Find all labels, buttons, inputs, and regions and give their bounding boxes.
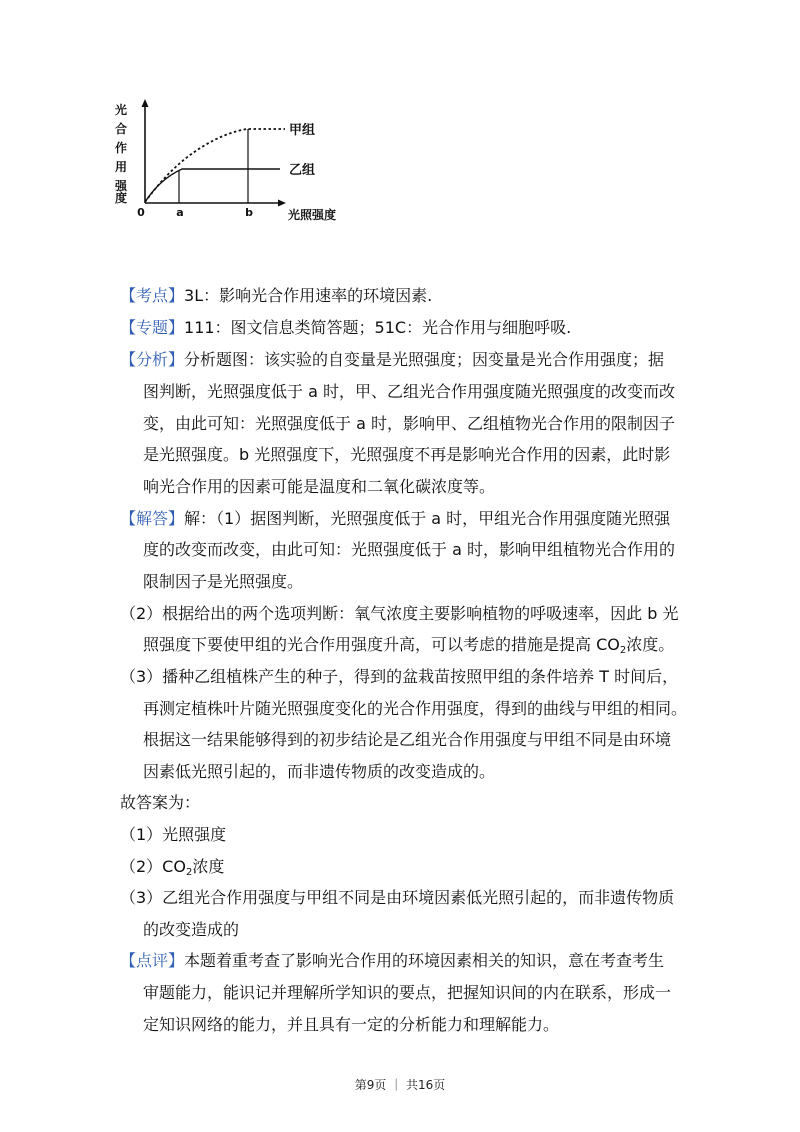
answer-2 [120,855,224,885]
x-axis-label: 光照强度 [288,208,337,222]
answers-heading: 故答案为： [120,793,201,812]
tick-b-label: b [245,206,253,219]
y-axis-arrow [142,99,149,107]
fenxi-line-1 [120,348,664,372]
answer-2-text-end: 浓度 [192,857,225,876]
series-jia-curve [145,129,285,202]
answer-2-text: （2）CO [120,857,186,876]
x-axis-arrow [278,200,286,207]
dianping-line-3: 定知识网络的能力，并且具有一定的分析能力和理解能力。 [143,1015,560,1034]
zhuanti-tag: 【专题】 [120,318,185,337]
jieda-p2-text: 照强度下要使甲组的光合作用强度升高，可以考虑的措施是提高 CO [143,635,620,654]
page-total: 共16页 [406,1078,446,1092]
answer-3-line-2: 的改变造成的 [143,920,240,939]
kaodian-line [120,284,432,308]
y-axis-char: 用 [114,160,128,174]
jieda-p3-line-3: 根据这一结果能够得到的初步结论是乙组光合作用强度与甲组不同是由环境 [143,730,672,749]
jieda-p2-line-2 [143,633,674,663]
fenxi-line-5: 响光合作用的因素可能是温度和二氧化碳浓度等。 [143,477,496,496]
zhuanti-text: 111：图文信息类简答题；51C：光合作用与细胞呼吸. [184,318,572,337]
fenxi-line-4: 是光照强度。b 光照强度下，光照强度不再是影响光合作用的因素，此时影 [143,445,671,464]
answer-3-line-1: （3）乙组光合作用强度与甲组不同是由环境因素低光照引起的，而非遗传物质 [120,888,675,907]
zhuanti-line [120,316,571,340]
jieda-p2-text-end: 浓度。 [626,635,675,654]
series-jia-label: 甲组 [289,123,316,138]
page-footer [0,1076,800,1093]
y-axis-char: 度 [114,191,128,205]
dianping-tag: 【点评】 [120,951,185,970]
dianping-line-2: 审题能力，能识记并理解所学知识的要点，把握知识间的内在联系，形成一 [143,983,672,1002]
y-axis-char: 光 [114,103,128,117]
jieda-p3-line-1: （3）播种乙组植株产生的种子，得到的盆栽苗按照甲组的条件培养 T 时间后， [120,667,679,686]
photosynthesis-figure [112,95,372,230]
series-yi-curve [145,169,280,202]
fenxi-tag: 【分析】 [120,350,185,369]
page-number: 第9页 [354,1078,387,1092]
jieda-p3-line-2: 再测定植株叶片随光照强度变化的光合作用强度，得到的曲线与甲组的相同。 [143,699,688,718]
footer-separator: ｜ [390,1078,403,1092]
y-axis-char: 合 [114,122,128,136]
jieda-p2-line-1: （2）根据给出的两个选项判断：氧气浓度主要影响植物的呼吸速率，因此 b 光 [120,604,679,623]
y-axis-char: 强 [114,179,128,193]
kaodian-text: 3L：影响光合作用速率的环境因素. [184,286,433,305]
y-axis-char: 作 [114,141,128,155]
answer-1: （1）光照强度 [120,825,227,844]
jieda-text: 解：（1）据图判断，光照强度低于 a 时，甲组光合作用强度随光照强 [184,509,671,528]
jieda-p3-line-4: 因素低光照引起的，而非遗传物质的改变造成的。 [143,762,496,781]
fenxi-line-3: 变，由此可知：光照强度低于 a 时，影响甲、乙组植物光合作用的限制因子 [143,414,675,433]
fenxi-text: 分析题图：该实验的自变量是光照强度；因变量是光合作用强度；据 [184,350,665,369]
jieda-line-3: 限制因子是光照强度。 [143,572,304,591]
co2-subscript: 2 [619,645,627,656]
tick-a-label: a [176,206,184,219]
origin-label: 0 [137,206,145,219]
dianping-line-1 [120,949,664,973]
fenxi-line-2: 图判断，光照强度低于 a 时，甲、乙组光合作用强度随光照强度的改变而改 [143,382,675,401]
jieda-line-1 [120,507,670,531]
jieda-tag: 【解答】 [120,509,185,528]
kaodian-tag: 【考点】 [120,286,185,305]
co2-subscript: 2 [185,867,193,878]
dianping-text: 本题着重考查了影响光合作用的环境因素相关的知识，意在考查考生 [184,951,665,970]
jieda-line-2: 度的改变而改变，由此可知：光照强度低于 a 时，影响甲组植物光合作用的 [143,540,675,559]
series-yi-label: 乙组 [289,163,316,178]
